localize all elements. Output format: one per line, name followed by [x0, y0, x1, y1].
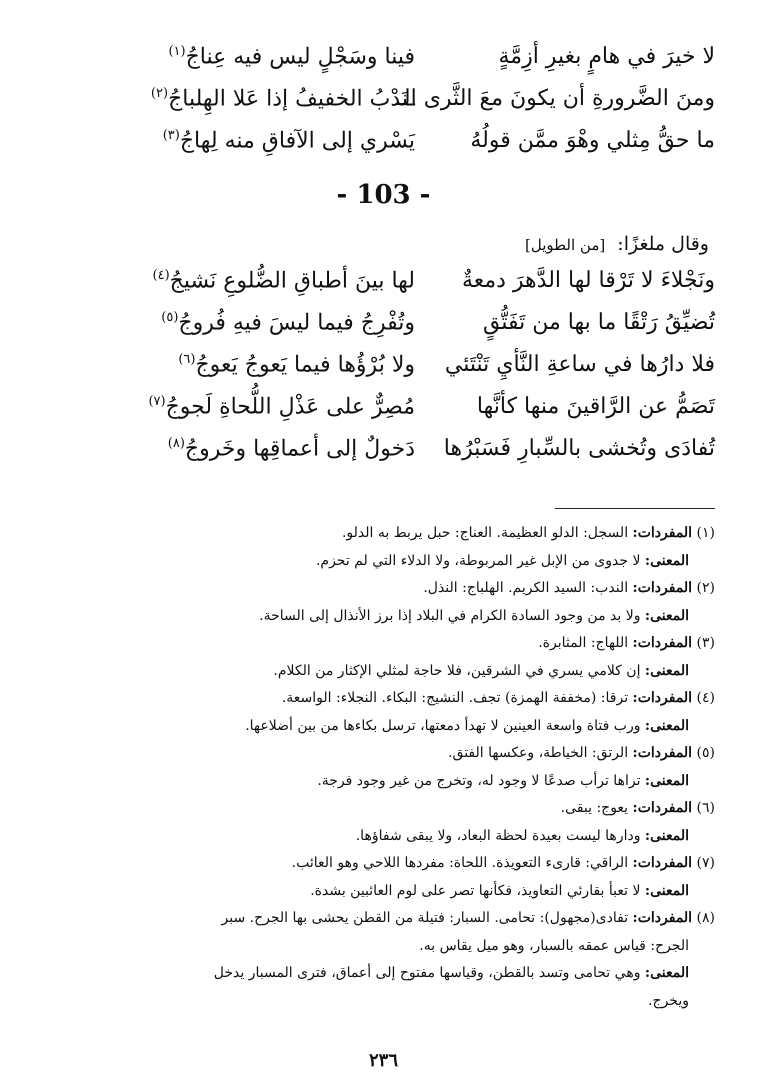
top-verses: [60, 44, 715, 170]
footnote-marker: (٤): [152, 268, 170, 283]
poem-intro: [525, 233, 709, 255]
hemistich-second: وتُفْرِجُ فيما ليسَ فيهِ فُروجُ$^{(٥)}$: [161, 310, 415, 336]
footnote-number: (٥): [696, 745, 715, 761]
hemistich-first: تَصَمُّ عن الرَّاقينَ منها كأنَّها: [476, 394, 715, 420]
footnote: [52, 795, 715, 850]
footnote-meaning: [52, 768, 715, 796]
verse: [60, 44, 715, 86]
vocab-label: المفردات:: [632, 580, 693, 596]
vocab-label: المفردات:: [632, 525, 693, 541]
verse: [60, 436, 715, 478]
footnote-marker: (٣): [162, 128, 180, 143]
meaning-label: المعنى:: [644, 965, 689, 981]
intro-text: وقال ملغزًا:: [617, 233, 709, 255]
meaning-label: المعنى:: [644, 827, 689, 844]
footnote-vocab: [52, 685, 715, 713]
meaning-label: المعنى:: [644, 717, 689, 734]
vocab-text: السجل: الدلو العظيمة. العناج: حبل يربط به الدلو.: [341, 525, 629, 541]
footnote-number: (٧): [696, 855, 715, 871]
footnote-vocab-continued: الجرح: قياس عمقه بالسبار، وهو ميل يقاس به.: [419, 937, 689, 954]
verse: [60, 128, 715, 170]
footnote-vocab: [52, 520, 715, 548]
meaning-label: المعنى:: [644, 882, 689, 899]
footnote-number: (١): [696, 525, 715, 541]
vocab-label: المفردات:: [632, 635, 693, 651]
vocab-text: يعوج: يبقى.: [560, 800, 629, 816]
verse: [60, 394, 715, 436]
vocab-label: المفردات:: [632, 800, 693, 816]
footnote-meaning: [52, 603, 715, 631]
vocab-label: المفردات:: [632, 855, 693, 871]
hemistich-second: ولا بُرْؤُها فيما يَعوجُ يَعوجُ$^{(٦)}$: [178, 352, 415, 378]
footnote: [52, 575, 715, 630]
meaning-text: وهي تحامى وتسد بالقطن، وقياسها مفتوح إلى أعماق، فترى المسبار يدخل: [213, 965, 641, 981]
footnote-vocab: [52, 905, 715, 933]
footnote-number: (٤): [696, 690, 715, 706]
footnote-marker: (٧): [148, 394, 166, 409]
footnote-vocab: [52, 740, 715, 768]
meaning-text: تراها ترأب صدعًا لا وجود له، وتخرج من غير وجود فرجة.: [317, 772, 641, 789]
hemistich-first: ما حقُّ مِثلي وهْوَ ممَّن قولُهُ: [470, 128, 715, 154]
footnote-meaning: [52, 823, 715, 851]
footnote-marker: (٢): [150, 86, 169, 101]
footnote-vocab: [52, 850, 715, 878]
hemistich-first: تُضيِّقُ رَتْقًا ما بها من تَفَتُّقٍ: [483, 310, 715, 336]
footnote: [52, 630, 715, 685]
footnote-meaning-continued: ويخرج.: [648, 992, 689, 1009]
footnote-vocab: [52, 795, 715, 823]
footnote-meaning: [52, 878, 715, 906]
footnote-meaning: [52, 960, 715, 988]
hemistich-second: لها بينَ أطباقِ الضُّلوعِ نَشيجُ$^{(٤)}$: [152, 268, 415, 294]
footnote-number: (٨): [696, 910, 715, 926]
vocab-text: الندب: السيد الكريم. الهلباج: النذل.: [423, 580, 629, 596]
footnote: [52, 905, 715, 1015]
meaning-text: ودارها ليست بعيدة لحظة البعاد، ولا يبقى شفاؤها.: [355, 827, 641, 844]
meaning-text: لا تعبأ بقارئي التعاويذ، فكأنها تصر على لوم العائبين بشدة.: [310, 882, 641, 899]
verse: [60, 86, 715, 128]
footnote-number: (٣): [696, 635, 715, 651]
verse: [60, 310, 715, 352]
meaning-text: لا جدوى من الإبل غير المربوطة، ولا الدلاء التي لم تحزم.: [315, 552, 641, 569]
footnote: [52, 685, 715, 740]
verse: [60, 268, 715, 310]
hemistich-first: لا خيرَ في هامٍ بغيرِ أزِمَّةٍ: [498, 44, 715, 70]
footnote: [52, 850, 715, 905]
footnote-divider: [555, 508, 715, 509]
footnote-marker: (٦): [178, 352, 196, 367]
vocab-label: المفردات:: [632, 690, 693, 706]
vocab-label: المفردات:: [632, 745, 693, 761]
footnote-number: (٦): [696, 800, 715, 816]
vocab-label: المفردات:: [632, 910, 693, 926]
meaning-label: المعنى:: [644, 772, 689, 789]
hemistich-second: مُصِرٌّ على عَذْلِ اللُّحاةِ لَجوجُ$^{(٧)}$: [148, 394, 415, 420]
hemistich-second: يَسْري إلى الآفاقِ منه لِهاجُ$^{(٣)}$: [162, 128, 415, 154]
meaning-label: المعنى:: [644, 662, 689, 679]
vocab-text: تفادى(مجهول): تحامى. السبار: فتيلة من القطن يحشى بها الجرح. سبر: [221, 910, 629, 926]
hemistich-first: فلا دارُها في ساعةِ النَّأيِ تَنْتَئي: [444, 352, 715, 378]
meaning-text: إن كلامي يسري في الشرقين، فلا حاجة لمثلي الإكثار من الكلام.: [273, 662, 641, 679]
footnote: [52, 740, 715, 795]
hemistich-first: تُفادَى وتُخشى بالسِّبارِ فَسَبْرُها: [443, 436, 715, 462]
footnote-meaning: [52, 658, 715, 686]
footnote-marker: (٨): [167, 436, 185, 451]
page-number: ٢٣٦: [368, 1050, 398, 1071]
footnote-marker: (٥): [161, 310, 179, 325]
meaning-text: ولا بد من وجود السادة الكرام في البلاد إذا برز الأنذال إلى الساحة.: [259, 607, 641, 624]
verse: [60, 352, 715, 394]
footnote-vocab: [52, 575, 715, 603]
vocab-text: الرتق: الخياطة، وعكسها الفتق.: [448, 745, 629, 761]
footnote-meaning: [52, 713, 715, 741]
footnote-meaning: [52, 548, 715, 576]
meaning-label: المعنى:: [644, 607, 689, 624]
meter-label: [من الطويل]: [524, 236, 606, 254]
hemistich-second: دَخولٌ إلى أعماقِها وخَروجُ$^{(٨)}$: [167, 436, 415, 462]
main-verses: [60, 268, 715, 478]
footnotes: [52, 520, 715, 1015]
meaning-text: ورب فتاة واسعة العينين لا تهدأ دمعتها، ترسل بكاءها من بين أضلاعها.: [245, 717, 641, 734]
vocab-text: اللهاج: المثابرة.: [538, 635, 629, 651]
hemistich-first: ومنَ الضَّرورةِ أن يكونَ معَ الثَّرى الـ: [397, 86, 715, 112]
footnote-marker: (١): [168, 44, 186, 59]
vocab-text: ترقا: (مخففة الهمزة) تجف. النشيج: البكاء. النجلاء: الواسعة.: [281, 690, 629, 706]
footnote-vocab: [52, 630, 715, 658]
hemistich-second: فينا وسَجْلٍ ليس فيه عِناجُ$^{(١)}$: [168, 44, 415, 70]
poem-number: - 103 -: [336, 180, 431, 210]
meaning-label: المعنى:: [644, 552, 689, 569]
vocab-text: الراقي: قارىء التعويذة. اللحاة: مفردها اللاحي وهو العائب.: [291, 855, 629, 871]
hemistich-second: ـنَدْبُ الخفيفُ إذا عَلا الهِلباجُ$^{(٢)}$: [150, 86, 415, 112]
footnote-number: (٢): [696, 580, 715, 596]
footnote: [52, 520, 715, 575]
hemistich-first: ونَجْلاءَ لا تَرْقا لها الدَّهرَ دمعةٌ: [461, 268, 715, 294]
